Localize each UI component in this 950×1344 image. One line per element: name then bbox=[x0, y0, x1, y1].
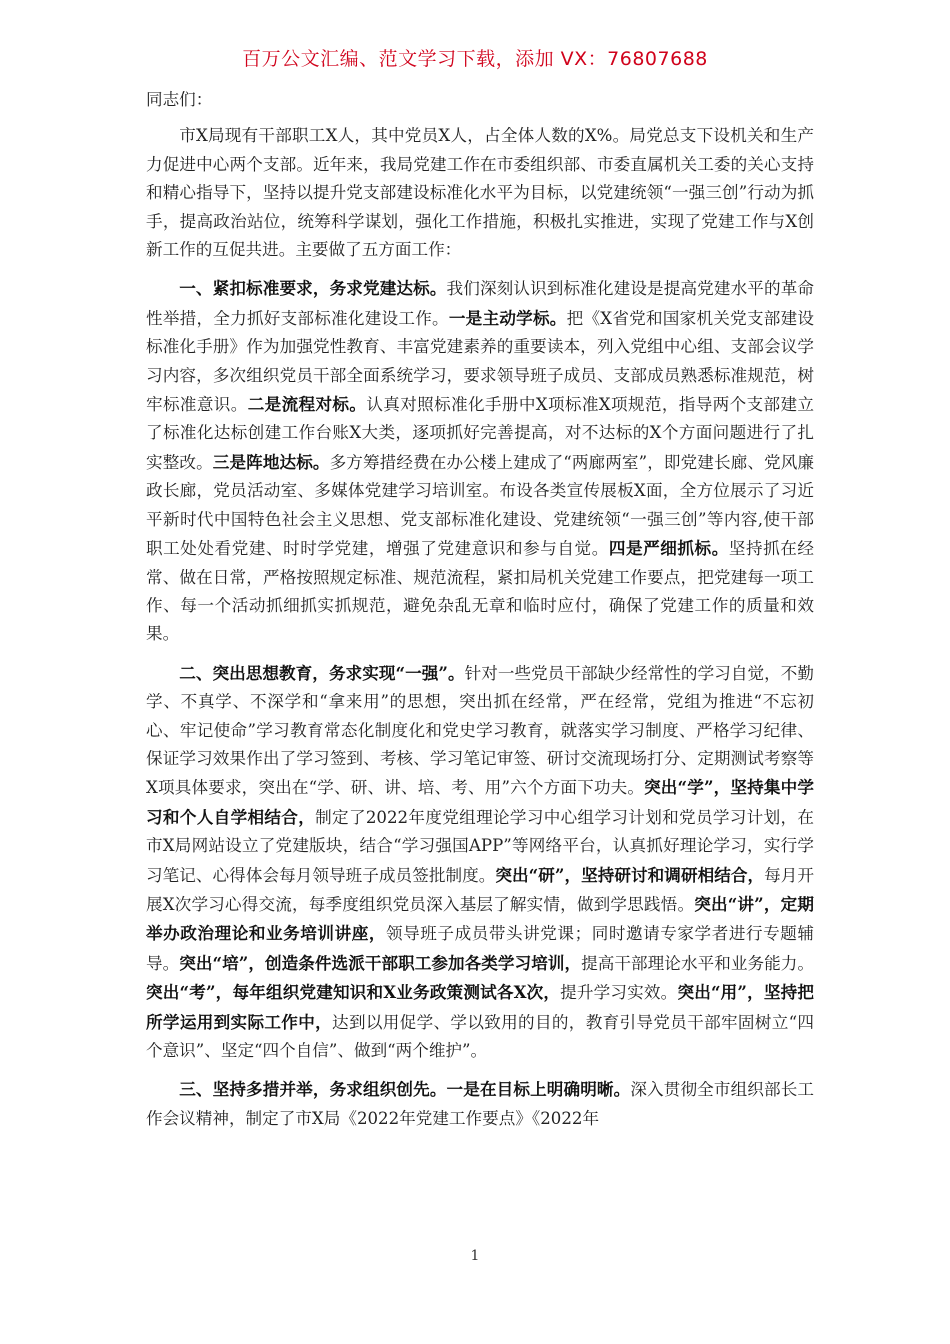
section-2-text: 领导班子成员带头讲党课；同时邀请专家学者进行专题辅导。 bbox=[146, 924, 815, 973]
section-1-text: 我们深刻认识到标准化建设是提高党建水平的革命性举措，全力抓好支部标准化建设工作。 bbox=[146, 279, 815, 328]
section-1-point-1: 一是主动学标。 bbox=[448, 307, 567, 328]
section-2-text: 制定了2022年度党组理论学习中心组学习计划和党员学习计划，在市X局网站设立了党建版块，结合“学习强国APP”等网络平台，认真抓好理论学习，实行学习笔记、心得体会每月领导班子成员签批制度。 bbox=[146, 807, 815, 885]
section-2-point-4: 突出“培”，创造条件选派干部职工参加各类学习培训， bbox=[179, 952, 582, 973]
section-1-paragraph bbox=[146, 274, 814, 648]
section-2-text: 针对一些党员干部缺少经常性的学习自觉，不勤学、不真学、不深学和“拿来用”的思想，突出抓在经常，严在经常，党组为推进“不忘初心、牢记使命”学习教育常态化制度化和党史学习教育，就落实学习制度、严格学习纪律、保证学习效果作出了学习签到、考核、学习笔记审签、研讨交流现场打分、定期测试考察等X项具体要求，突出在“学、研、讲、培、考、用”六个方面下功夫。 bbox=[146, 663, 814, 798]
section-1-text: 把《X省党和国家机关党支部建设标准化手册》作为加强党性教育、丰富党建素养的重要读本，列入党组中心组、支部会议学习内容，多次组织党员干部全面系统学习，要求领导班子成员、支部成员熟悉标准规范，树牢标准意识。 bbox=[146, 308, 815, 415]
section-2-text: 每月开展X次学习心得交流，每季度组织党员深入基层了解实情，做到学思践悟。 bbox=[146, 865, 815, 914]
section-2-point-1: 突出“学”，坚持集中学习和个人自学相结合， bbox=[146, 777, 814, 827]
section-2-point-3: 突出“讲”，定期举办政治理论和业务培训讲座， bbox=[146, 893, 814, 944]
intro-paragraph: 市X局现有干部职工X人，其中党员X人，占全体人数的X%。局党总支下设机关和生产力促进中心两个支部。近年来，我局党建工作在市委组织部、市委直属机关工委的关心支持和精心指导下，坚持以提升党支部建设标准化水平为目标，以党建统领“一强三创”行动为抓手，提高政治站位，统筹科学谋划，强化工作措施，积极扎实推进，实现了党建工作与X创新工作的互促共进。主要做了五方面工作： bbox=[146, 126, 814, 260]
section-1-point-2: 二是流程对标。 bbox=[247, 394, 367, 415]
document-body bbox=[146, 86, 814, 1143]
section-2-heading: 二、突出思想教育，务求实现“一强”。 bbox=[179, 662, 465, 683]
section-3-heading: 三、坚持多措并举，务求组织创先。 bbox=[179, 1079, 447, 1100]
watermark-banner: 百万公文汇编、范文学习下载，添加 VX：76807688 bbox=[242, 48, 708, 70]
section-1-point-4: 四是严细抓标。 bbox=[608, 538, 729, 559]
page-number: 1 bbox=[470, 1248, 480, 1264]
greeting: 同志们： bbox=[146, 90, 213, 109]
section-2-paragraph bbox=[146, 659, 814, 1066]
section-2-point-6: 突出“用”，坚持把所学运用到实际工作中， bbox=[146, 982, 815, 1032]
section-1-text: 认真对照标准化手册中X项标准X项规范，指导两个支部建立了标准化达标创建工作台账X大类，逐项抓好完善提高，对不达标的X个方面问题进行了扎实整改。 bbox=[146, 395, 814, 472]
section-2-text: 达到以用促学、学以致用的目的，教育引导党员干部牢固树立“四个意识”、坚定“四个自信”、做到“两个维护”。 bbox=[146, 1012, 815, 1060]
section-2-text: 提升学习实效。 bbox=[560, 983, 678, 1003]
section-3-text: 深入贯彻全市组织部长工作会议精神，制定了市X局《2022年党建工作要点》《2022年 bbox=[146, 1080, 815, 1128]
section-1-heading: 一、紧扣标准要求，务求党建达标。 bbox=[179, 278, 447, 299]
section-1-text: 多方筹措经费在办公楼上建成了“两廊两室”，即党建长廊、党风廉政长廊，党员活动室、多媒体党建学习培训室。布设各类宣传展板X面，全方位展示了习近平新时代中国特色社会主义思想、党支部标准化建设、党建统领“一强三创”等内容,使干部职工处处看党建、时时学党建，增强了党建意识和参与自觉。 bbox=[146, 452, 815, 559]
section-2-text: 提高干部理论水平和业务能力。 bbox=[581, 953, 815, 973]
section-2-point-5: 突出“考”，每年组织党建知识和X业务政策测试各X次， bbox=[146, 982, 561, 1003]
section-2-point-2: 突出“研”，坚持研讨和调研相结合， bbox=[495, 864, 765, 885]
section-3-point-1: 一是在目标上明确明晰。 bbox=[446, 1079, 631, 1100]
section-1-point-3: 三是阵地达标。 bbox=[212, 451, 330, 472]
section-1-text: 坚持抓在经常、做在日常，严格按照规定标准、规范流程，紧扣局机关党建工作要点，把党建每一项工作、每一个活动抓细抓实抓规范，避免杂乱无章和临时应付，确保了党建工作的质量和效果。 bbox=[146, 539, 815, 644]
section-3-paragraph bbox=[146, 1075, 814, 1133]
